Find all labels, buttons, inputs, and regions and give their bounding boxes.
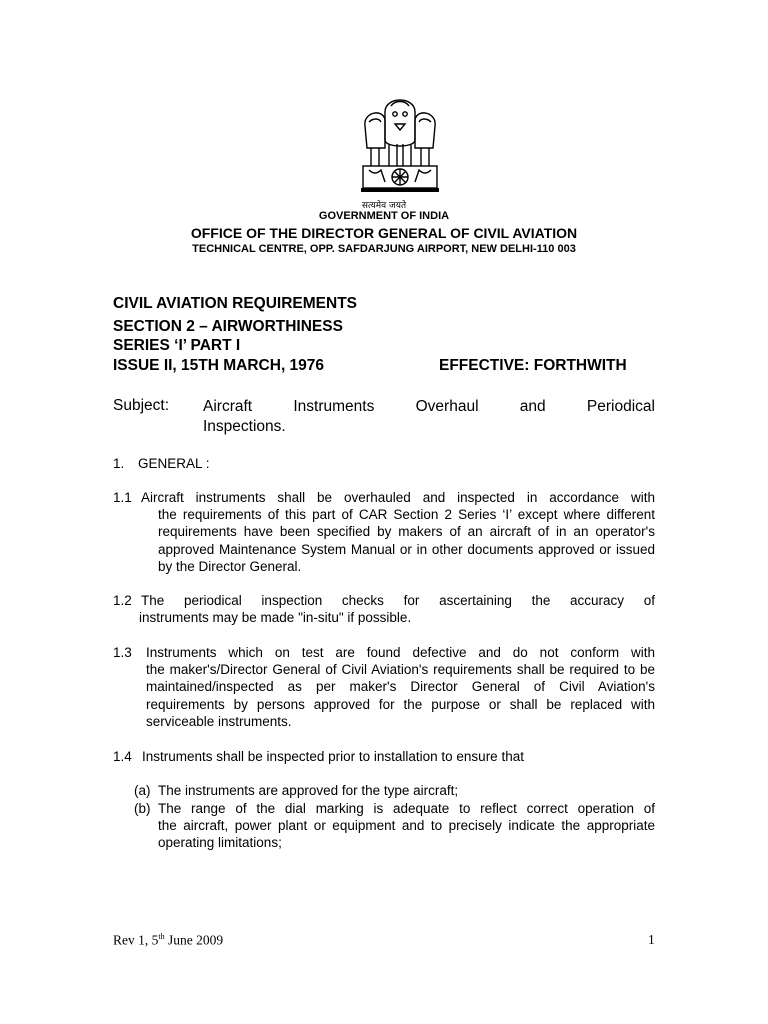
emblem-motto: सत्यमेव जयते <box>361 201 407 211</box>
item-b-label: (b) <box>134 801 151 816</box>
section-title: SECTION 2 – AIRWORTHINESS <box>113 318 343 335</box>
item-a-label: (a) <box>134 783 151 798</box>
subject-label: Subject: <box>113 397 170 414</box>
revision-footer: Rev 1, 5th June 2009 <box>113 932 224 948</box>
subject-text-continued: Inspections. <box>203 418 286 435</box>
office-title: OFFICE OF THE DIRECTOR GENERAL OF CIVIL AVIATION <box>190 225 578 241</box>
para-1-3-first-line: Instruments which on test are found defective and do not conform with <box>146 645 655 660</box>
para-1-4-number: 1.4 <box>113 749 132 764</box>
effective-date: EFFECTIVE: FORTHWITH <box>439 357 627 374</box>
issue-date: ISSUE II, 15TH MARCH, 1976 <box>113 357 325 374</box>
para-1-2-first-line: The periodical inspection checks for ascertaining the accuracy of <box>141 593 655 608</box>
general-heading: GENERAL : <box>138 456 210 471</box>
para-1-2-number: 1.2 <box>113 593 132 608</box>
para-1-1-first-line: Aircraft instruments shall be overhauled and inspected in accordance with <box>141 490 655 505</box>
para-1-2-body: instruments may be made "in-situ" if possible. <box>139 610 412 625</box>
government-label: GOVERNMENT OF INDIA <box>318 210 450 222</box>
para-1-1-body: the requirements of this part of CAR Section 2 Series ‘I’ except where different requirements have been specified by makers of an aircraft of in an operator's approved Maintenance System Manual or in other documents approved or issued by the Director General. <box>158 507 655 574</box>
page-number: 1 <box>648 932 655 947</box>
document-title: CIVIL AVIATION REQUIREMENTS <box>113 295 357 312</box>
item-b-first-line: The range of the dial marking is adequate to reflect correct operation of <box>158 801 655 816</box>
office-address: TECHNICAL CENTRE, OPP. SAFDARJUNG AIRPORT, NEW DELHI-110 003 <box>192 243 576 255</box>
subject-text: Aircraft Instruments Overhaul and Periodical <box>203 398 655 415</box>
item-a-text: The instruments are approved for the type aircraft; <box>158 783 459 798</box>
state-emblem-icon <box>355 82 445 200</box>
item-b-body: the aircraft, power plant or equipment and to precisely indicate the appropriate operating limitations; <box>158 818 655 851</box>
general-number: 1. <box>113 456 125 471</box>
para-1-3-body: the maker's/Director General of Civil Aviation's requirements shall be required to be maintained/inspected as per maker's Director General of Civil Aviation's requirements by persons approved for the purpose or shall be replaced with serviceable instruments. <box>146 662 655 729</box>
para-1-3-number: 1.3 <box>113 645 132 660</box>
para-1-4-text: Instruments shall be inspected prior to installation to ensure that <box>142 749 524 764</box>
para-1-1-number: 1.1 <box>113 490 132 505</box>
series-title: SERIES ‘I’ PART I <box>113 337 241 354</box>
